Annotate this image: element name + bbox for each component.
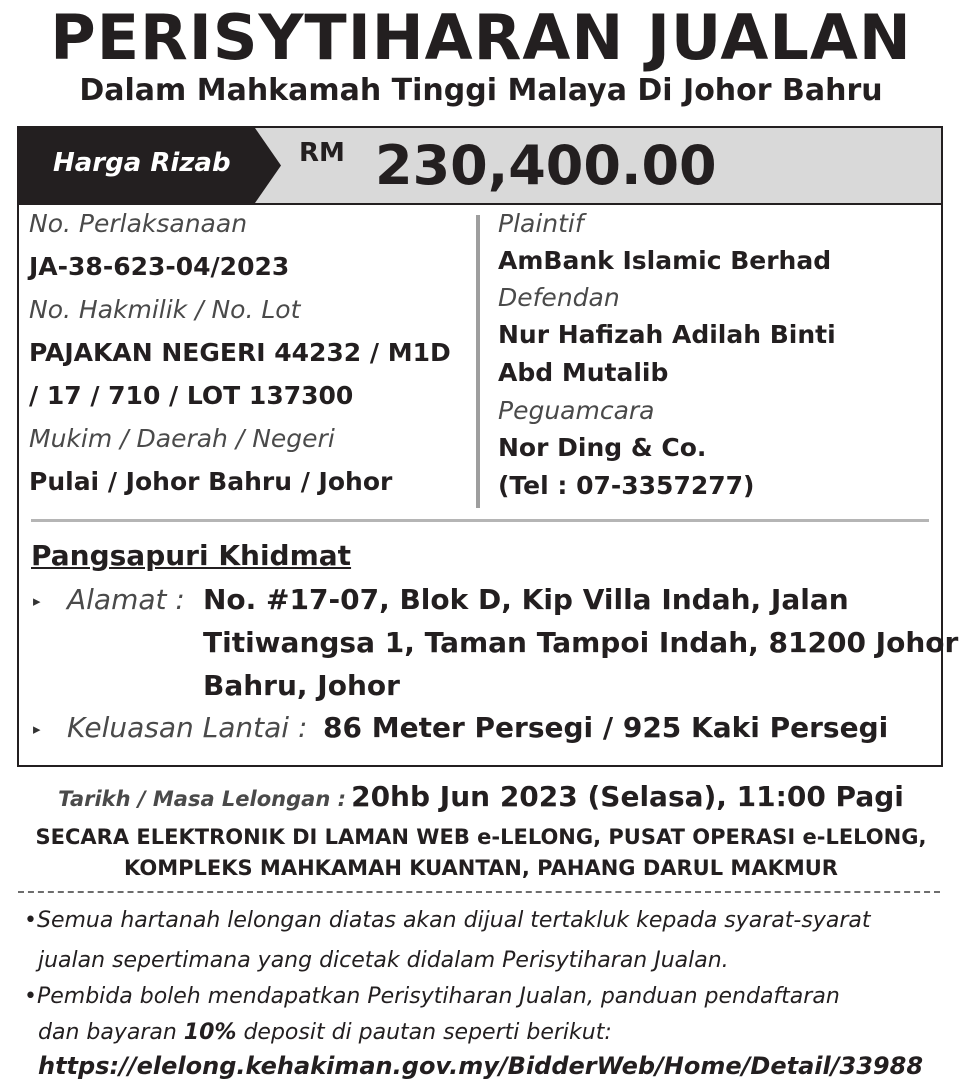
- bullet-dot-icon: •: [24, 908, 37, 933]
- auction-venue-line1: SECARA ELEKTRONIK DI LAMAN WEB e-LELONG, PUSAT OPERASI e-LELONG,: [35, 825, 927, 849]
- title-lot-label: No. Hakmilik / No. Lot: [29, 295, 301, 324]
- note-1-line1: [24, 904, 870, 938]
- note-2-line2-pre: dan bayaran: [38, 1020, 184, 1045]
- reserve-price-label: Harga Rizab: [53, 148, 231, 178]
- note-2-line2: [38, 1016, 612, 1050]
- address-value-line2: Titiwangsa 1, Taman Tampoi Indah, 81200 Johor: [203, 626, 959, 659]
- bullet-dot-icon: •: [24, 984, 37, 1009]
- note-2-line1: [24, 980, 840, 1014]
- page-subtitle: Dalam Mahkamah Tinggi Malaya Di Johor Bahru: [79, 73, 883, 108]
- defendant-label: Defendan: [498, 283, 620, 312]
- deposit-percent: 10%: [183, 1020, 237, 1045]
- bidder-web-link[interactable]: https://elelong.kehakiman.gov.my/BidderWeb/Home/Detail/33988: [38, 1052, 924, 1080]
- address-value-line1: No. #17-07, Blok D, Kip Villa Indah, Jalan: [203, 583, 849, 616]
- solicitor-label: Peguamcara: [498, 396, 655, 425]
- floor-area-value: 86 Meter Persegi / 925 Kaki Persegi: [323, 711, 889, 744]
- defendant-value-line1: Nur Hafizah Adilah Binti: [498, 320, 836, 349]
- bullet-triangle-icon: ▸: [33, 592, 41, 610]
- note-1-line2: jualan sepertimana yang dicetak didalam Perisytiharan Jualan.: [38, 948, 729, 973]
- note-2-text: Pembida boleh mendapatkan Perisytiharan Jualan, panduan pendaftaran: [36, 984, 840, 1009]
- address-value-line3: Bahru, Johor: [203, 669, 400, 702]
- auction-date-line: [0, 780, 962, 813]
- floor-area-label: Keluasan Lantai :: [67, 711, 308, 744]
- title-lot-value-line1: PAJAKAN NEGERI 44232 / M1D: [29, 338, 451, 367]
- reserve-price-band: [19, 128, 941, 205]
- note-1-text: Semua hartanah lelongan diatas akan dijual tertakluk kepada syarat-syarat: [36, 908, 871, 933]
- location-value: Pulai / Johor Bahru / Johor: [29, 467, 393, 496]
- auction-date-value: 20hb Jun 2023 (Selasa), 11:00 Pagi: [351, 780, 904, 813]
- plaintiff-label: Plaintif: [498, 209, 584, 238]
- auction-venue-line2: KOMPLEKS MAHKAMAH KUANTAN, PAHANG DARUL MAKMUR: [124, 856, 838, 880]
- column-divider: [476, 215, 480, 508]
- currency-label: RM: [299, 138, 345, 168]
- location-label: Mukim / Daerah / Negeri: [29, 424, 335, 453]
- address-label: Alamat :: [67, 583, 185, 616]
- solicitor-tel: (Tel : 07-3357277): [498, 471, 755, 500]
- note-2-line2-post: deposit di pautan seperti berikut:: [236, 1020, 612, 1045]
- defendant-value-line2: Abd Mutalib: [498, 358, 669, 387]
- execution-no-value: JA-38-623-04/2023: [29, 252, 290, 281]
- title-lot-value-line2: / 17 / 710 / LOT 137300: [29, 381, 354, 410]
- dashed-divider: [18, 891, 940, 893]
- reserve-price-value: 230,400.00: [375, 134, 717, 197]
- bullet-triangle-icon: ▸: [33, 720, 41, 738]
- sale-details-box: [17, 126, 959, 767]
- property-type-heading: Pangsapuri Khidmat: [31, 539, 352, 572]
- page-title: PERISYTIHARAN JUALAN: [50, 1, 912, 74]
- solicitor-value: Nor Ding & Co.: [498, 433, 707, 462]
- execution-no-label: No. Perlaksanaan: [29, 209, 248, 238]
- section-divider: [31, 519, 929, 522]
- plaintiff-value: AmBank Islamic Berhad: [498, 246, 832, 275]
- auction-date-label: Tarikh / Masa Lelongan :: [58, 787, 346, 811]
